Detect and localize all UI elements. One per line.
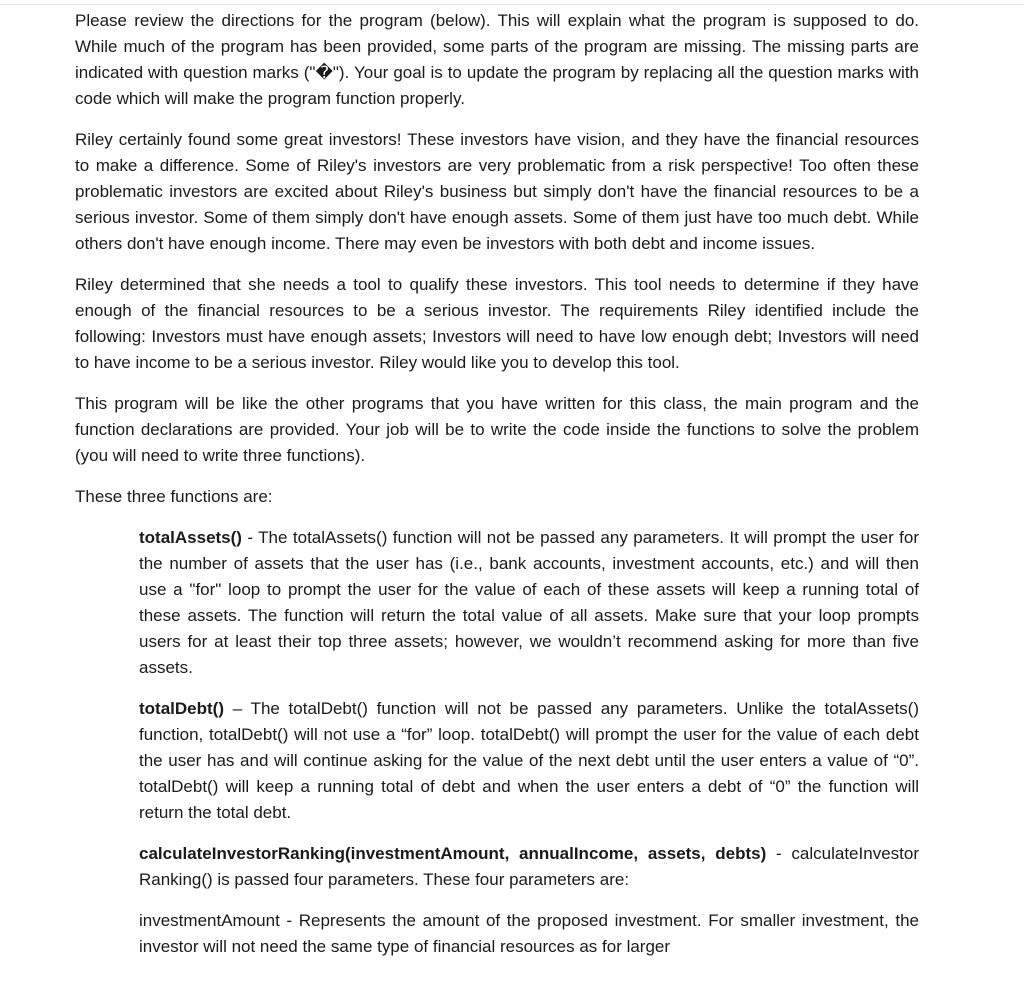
program-description-paragraph: This program will be like the other programs that you have written for this class, the main program and the function declarations are provided. Your job will be to write the code inside the functions to solve the problem (you will need to write three functions).	[75, 394, 919, 465]
ranking-text: - calculateInvestor Ranking() is passed four parameters. These four parameters are:	[139, 844, 919, 889]
total-debt-text: – The totalDebt() function will not be passed any parameters. Unlike the totalAssets() function, totalDebt() will not use a “for” loop. totalDebt() will prompt the user for the value of each debt the user has and will continue asking for the value of the next debt until the user enters a value of “0”. totalDebt() will keep a running total of debt and when the user enters a debt of “0” the function will return the total debt.	[139, 699, 919, 822]
intro-paragraph: Please review the directions for the program (below). This will explain what the program is supposed to do. While much of the program has been provided, some parts of the program are missing. The missing parts are indicated with question marks ("�"). Your goal is to update the program by replacing all the question marks with code which will make the program function properly.	[75, 11, 919, 108]
page-top-rule	[0, 4, 1024, 5]
riley-investors-paragraph: Riley certainly found some great investors! These investors have vision, and they have the financial resources to make a difference. Some of Riley's investors are very problematic from a risk perspective! Too often these problematic investors are excited about Riley's business but simply don't have the financial resources to be a serious investor. Some of them simply don't have enough assets. Some of them just have too much debt. While others don't have enough income. There may even be investors with both debt and income issues.	[75, 130, 919, 253]
ranking-description	[139, 841, 919, 893]
total-debt-description	[139, 696, 919, 826]
total-assets-description	[139, 525, 919, 681]
document-page	[75, 8, 919, 960]
ranking-function-name: calculateInvestorRanking(investmentAmount, annualIncome, assets, debts)	[139, 844, 767, 863]
total-debt-function-name: totalDebt()	[139, 699, 224, 718]
investment-amount-description: investmentAmount - Represents the amount of the proposed investment. For smaller investment, the investor will not need the same type of financial resources as for larger	[139, 911, 919, 956]
total-assets-function-name: totalAssets()	[139, 528, 242, 547]
total-assets-text: - The totalAssets() function will not be passed any parameters. It will prompt the user for the number of assets that the user has (i.e., bank accounts, investment accounts, etc.) and will then use a "for" loop to prompt the user for the value of each of these assets will keep a running total of these assets. The function will return the total value of all assets. Make sure that your loop prompts users for at least their top three assets; however, we wouldn’t recommend asking for more than five assets.	[139, 528, 919, 677]
functions-intro-paragraph: These three functions are:	[75, 487, 273, 506]
riley-tool-paragraph: Riley determined that she needs a tool to qualify these investors. This tool needs to determine if they have enough of the financial resources to be a serious investor. The requirements Riley identified include the following: Investors must have enough assets; Investors will need to have low enough debt; Investors will need to have income to be a serious investor. Riley would like you to develop this tool.	[75, 275, 919, 372]
